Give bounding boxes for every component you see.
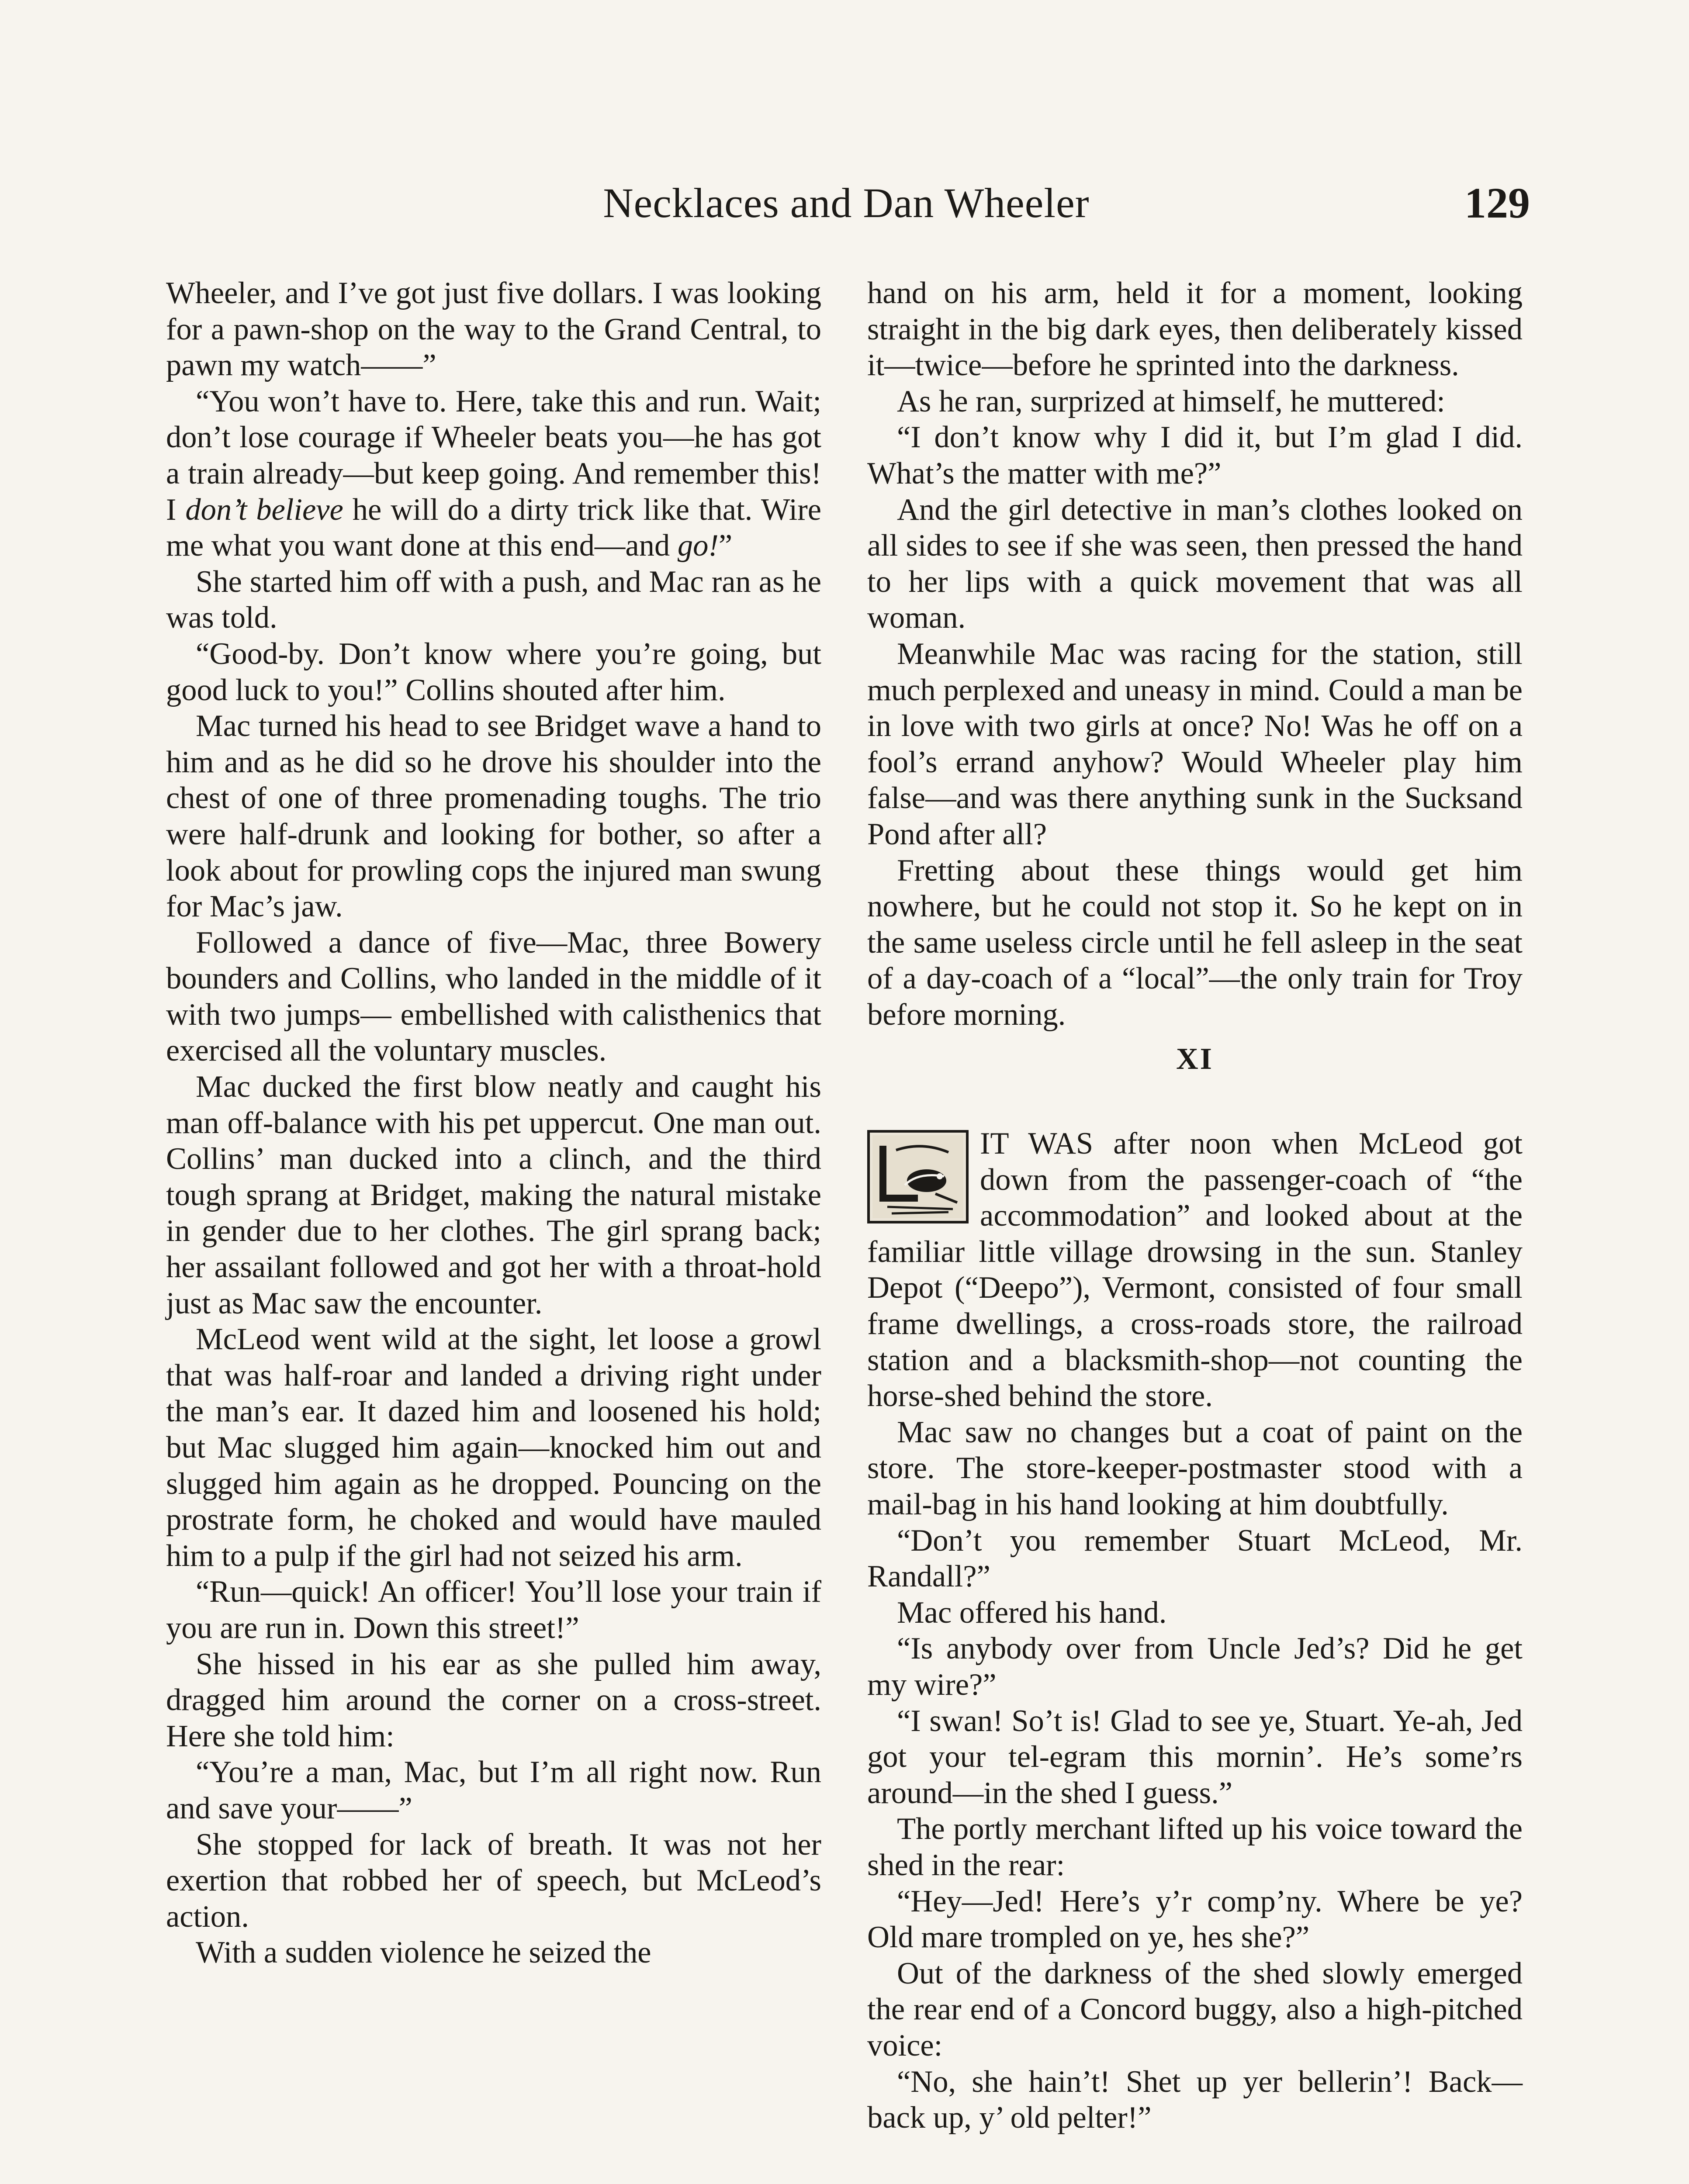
italic-text: don’t believe [185, 492, 343, 527]
paragraph: “I swan! So’t is! Glad to see ye, Stuart. Ye-ah, Jed got your tel-egram this mornin’. He’s some’rs around—in the shed I guess.” [867, 1704, 1523, 1810]
paragraph: She stopped for lack of breath. It was not her exertion that robbed her of speech, but McLeod’s action. [166, 1827, 821, 1934]
running-head [163, 179, 1530, 232]
paragraph: “Is anybody over from Uncle Jed’s? Did he get my wire?” [867, 1631, 1523, 1702]
paragraph: The portly merchant lifted up his voice toward the shed in the rear: [867, 1812, 1523, 1882]
paragraph: McLeod went wild at the sight, let loose a growl that was half-roar and landed a driving right under the man’s ear. It dazed him and loosened his hold; but Mac slugged him again—knocked him out and slugged him again as he dropped. Pouncing on the prostrate form, he choked and would have mauled him to a pulp if the girl had not seized his arm. [166, 1322, 821, 1573]
chapter-opening-paragraph: IT WAS after noon when McLeod got down from the passenger-coach of “the accommodation” and looked about at the familiar little village drowsing in the sun. Stanley Depot (“Deepo”), Vermont, consisted of four small frame dwellings, a cross-roads store, the railroad station and a blacksmith-shop—not counting the horse-shed behind the store. [867, 1127, 1523, 1413]
paragraph: “Run—quick! An officer! You’ll lose your train if you are run in. Down this street!” [166, 1575, 821, 1645]
paragraph: Mac ducked the first blow neatly and caught his man off-balance with his pet uppercut. One man out. Collins’ man ducked into a clinch, and the third tough sprang at Bridget, making the natural mistake in gender due to her clothes. The girl sprang back; her assailant followed and got her with a throat-hold just as Mac saw the encounter. [166, 1070, 821, 1320]
paragraph: Wheeler, and I’ve got just five dollars. I was looking for a pawn-shop on the way to the Grand Central, to pawn my watch——” [166, 276, 821, 383]
paragraph: Fretting about these things would get him nowhere, but he could not stop it. So he kept on in the same useless circle until he fell asleep in the seat of a day-coach of a “local”—the only train for Troy before morning. [867, 853, 1523, 1032]
paragraph: hand on his arm, held it for a moment, looking straight in the big dark eyes, then deliberately kissed it—twice—before he sprinted into the darkness. [867, 276, 1523, 383]
paragraph: “Good-by. Don’t know where you’re going, but good luck to you!” Collins shouted after him. [166, 636, 821, 707]
paragraph: Out of the darkness of the shed slowly emerged the rear end of a Concord buggy, also a high-pitched voice: [867, 1956, 1523, 2063]
right-column [867, 275, 1523, 2136]
paragraph: With a sudden violence he seized the [196, 1935, 651, 1970]
paragraph: “No, she hain’t! Shet up yer bellerin’! Back—back up, y’ old pelter!” [867, 2064, 1523, 2135]
paragraph: “Hey—Jed! Here’s y’r comp’ny. Where be ye? Old mare trompled on ye, hes she?” [867, 1884, 1523, 1955]
paragraph: “Don’t you remember Stuart McLeod, Mr. Randall?” [867, 1523, 1523, 1594]
decorative-initial-icon [867, 1130, 969, 1223]
paragraph: She hissed in his ear as she pulled him away, dragged him around the corner on a cross-street. Here she told him: [166, 1647, 821, 1753]
paragraph: And the girl detective in man’s clothes looked on all sides to see if she was seen, then pressed the hand to her lips with a quick movement that was all woman. [867, 492, 1523, 635]
left-column [166, 275, 821, 1971]
running-title: Necklaces and Dan Wheeler [603, 180, 1090, 226]
italic-text: go! [677, 529, 719, 563]
paragraph: “You’re a man, Mac, but I’m all right now. Run and save your——” [166, 1755, 821, 1825]
paragraph: Followed a dance of five—Mac, three Bowery bounders and Collins, who landed in the middle of it with two jumps— embellished with calisthenics that exercised all the voluntary muscles. [166, 925, 821, 1068]
paragraph: “I don’t know why I did it, but I’m glad I did. What’s the matter with me?” [867, 420, 1523, 491]
paragraph: Meanwhile Mac was racing for the station, still much perplexed and uneasy in mind. Could a man be in love with two girls at once? No! Was he off on a fool’s errand anyhow? Would Wheeler play him false—and was there anything sunk in the Sucksand Pond after all? [867, 636, 1523, 851]
paragraph: Mac offered his hand. [897, 1595, 1167, 1630]
page-number: 129 [1464, 179, 1530, 227]
chapter-heading: XI [1176, 1042, 1214, 1076]
paragraph: As he ran, surprized at himself, he muttered: [897, 384, 1445, 418]
paragraph: Mac turned his head to see Bridget wave a hand to him and as he did so he drove his shoulder into the chest of one of three promenading toughs. The trio were half-drunk and looking for bother, so after a look about for prowling cops the injured man swung for Mac’s jaw. [166, 709, 821, 924]
paragraph: “You won’t have to. Here, take this and run. Wait; don’t lose courage if Wheeler beats you—he has got a train already—but keep going. And remember this! I don’t believe he will do a dirty trick like that. Wire me what you want done at this end—and go!” [166, 384, 821, 563]
paragraph: She started him off with a push, and Mac ran as he was told. [166, 564, 821, 635]
paragraph: Mac saw no changes but a coat of paint on the store. The store-keeper-postmaster stood with a mail-bag in his hand looking at him doubtfully. [867, 1415, 1523, 1521]
